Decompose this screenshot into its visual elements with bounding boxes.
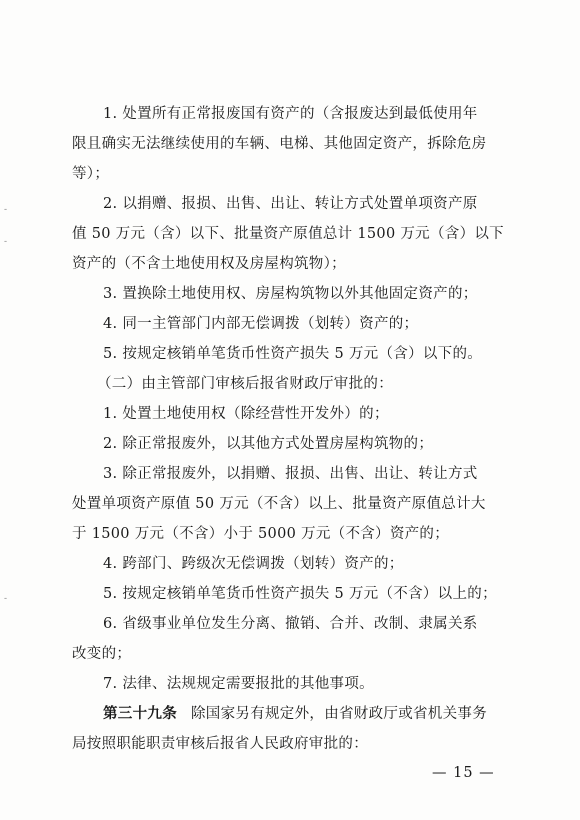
text-line: 1. 处置所有正常报废国有资产的（含报废达到最低使用年 (103, 106, 478, 122)
text-line: 5. 按规定核销单笔货币性资产损失 5 万元（不含）以上的； (103, 586, 497, 602)
text-line: 5. 按规定核销单笔货币性资产损失 5 万元（含）以下的。 (103, 346, 483, 362)
text-line: 1. 处置土地使用权（除经营性开发外）的； (103, 406, 389, 422)
margin-mark: - (4, 237, 8, 247)
margin-mark: - (4, 205, 8, 215)
text-line: 6. 省级事业单位发生分离、撤销、合并、改制、隶属关系 (103, 616, 478, 632)
text-line: 值 50 万元（含）以下、批量资产原值总计 1500 万元（含）以下 (72, 226, 504, 242)
text-line: 于 1500 万元（不含）小于 5000 万元（不含）资产的； (72, 526, 450, 542)
text-line: 等）； (72, 166, 110, 182)
article-text: 除国家另有规定外，由省财政厅或省机关事务 (191, 706, 487, 722)
section-heading: （二）由主管部门审核后报省财政厅审批的： (97, 376, 393, 392)
text-line: 2. 除正常报废外，以其他方式处置房屋构筑物的； (103, 436, 434, 452)
text-line: 处置单项资产原值 50 万元（不含）以上、批量资产原值总计大 (72, 496, 486, 512)
text-line: 资产的（不含土地使用权及房屋构筑物）； (72, 256, 346, 272)
text-line: 4. 同一主管部门内部无偿调拨（划转）资产的； (103, 316, 419, 332)
text-line: 改变的； (72, 646, 132, 662)
article-second-line: 局按照职能职责审核后报省人民政府审批的： (72, 736, 368, 752)
text-line: 3. 除正常报废外，以捐赠、报损、出售、出让、转让方式 (103, 466, 478, 482)
text-line: 限且确实无法继续使用的车辆、电梯、其他固定资产，拆除危房 (72, 136, 487, 152)
margin-mark: - (4, 594, 8, 604)
text-line: 3. 置换除土地使用权、房屋构筑物以外其他固定资产的； (103, 286, 478, 302)
page-number: — 15 — (432, 765, 495, 781)
text-line: 2. 以捐赠、报损、出售、出让、转让方式处置单项资产原 (103, 196, 478, 212)
article-heading: 第三十九条 (103, 705, 177, 722)
text-line: 7. 法律、法规规定需要报批的其他事项。 (103, 676, 374, 692)
article-first-line (103, 704, 487, 724)
text-line: 4. 跨部门、跨级次无偿调拨（划转）资产的； (103, 556, 404, 572)
